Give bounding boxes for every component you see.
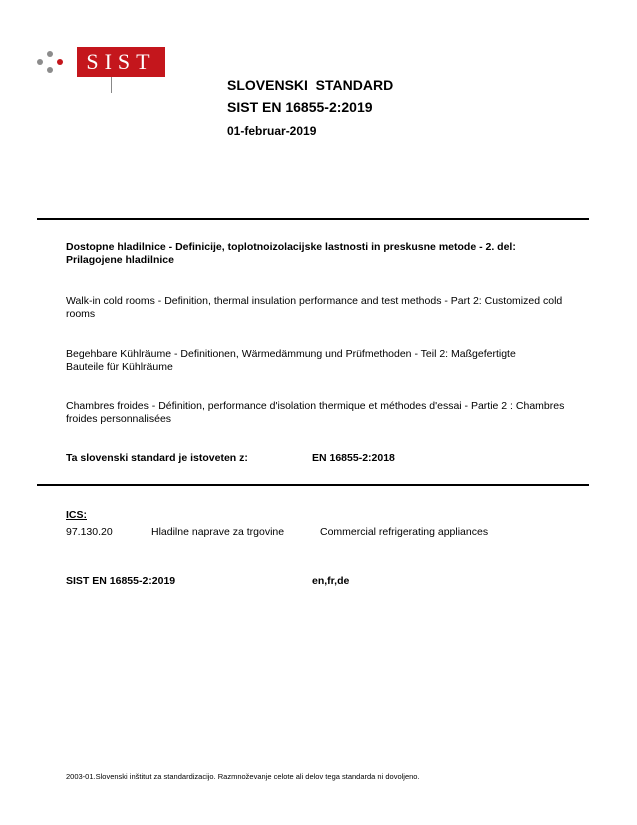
identical-value: EN 16855-2:2018 [312,452,395,464]
publication-date: 01-februar-2019 [227,124,317,138]
title-french: Chambres froides - Définition, performance d'isolation thermique et méthodes d'essai - Partie 2 : Chambres froides personnalisées [66,400,565,425]
logo-text: SIST [86,49,156,74]
identical-label: Ta slovenski standard je istoveten z: [66,452,248,464]
standard-type: SLOVENSKI STANDARD [227,77,394,93]
bottom-standard-id: SIST EN 16855-2:2019 [66,575,176,587]
ics-description-slovenian: Hladilne naprave za trgovine [151,526,285,538]
logo-divider [111,77,112,93]
logo-dot-icon [47,67,53,73]
logo-dot-icon [47,51,53,57]
standard-id: SIST EN 16855-2:2019 [227,99,373,115]
title-german: Begehbare Kühlräume - Definitionen, Wärmedämmung und Prüfmethoden - Teil 2: Maßgefertigte Bauteile für Kühlräume [66,348,516,373]
bottom-languages: en,fr,de [312,575,350,587]
top-divider [37,218,589,220]
sist-logo [33,47,168,95]
ics-code: 97.130.20 [66,526,113,538]
copyright-footer: 2003-01.Slovenski inštitut za standardizacijo. Razmnoževanje celote ali delov tega standarda ni dovoljeno. [66,772,420,781]
title-english: Walk-in cold rooms - Definition, thermal insulation performance and test methods - Part 2: Customized cold rooms [66,295,563,320]
logo-dot-icon [37,59,43,65]
ics-description-english: Commercial refrigerating appliances [320,526,489,538]
title-slovenian: Dostopne hladilnice - Definicije, toplotnoizolacijske lastnosti in preskusne metode - 2. del: Prilagojene hladilnice [66,241,516,266]
logo-dot-icon [57,59,63,65]
ics-label: ICS: [66,509,87,521]
middle-divider [37,484,589,486]
